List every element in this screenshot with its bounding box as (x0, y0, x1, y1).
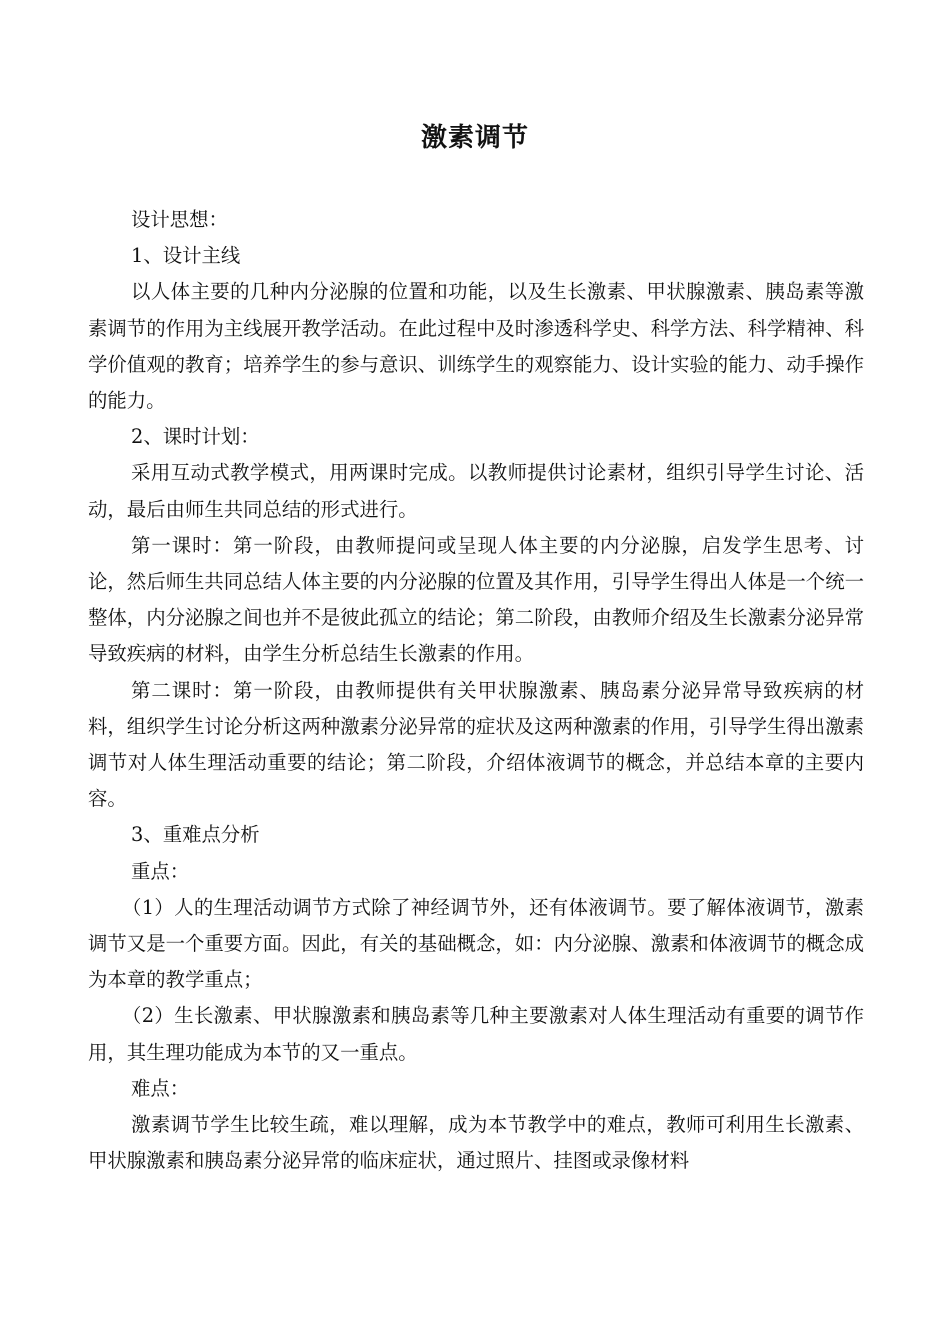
paragraph-mainline: 以人体主要的几种内分泌腺的位置和功能，以及生长激素、甲状腺激素、胰岛素等激素调节的作用为主线展开教学活动。在此过程中及时渗透科学史、科学方法、科学精神、科学价值观的教育；培养学生的参与意识、训练学生的观察能力、设计实验的能力、动手操作的能力。 (88, 280, 864, 413)
paragraph-lesson-plan: 采用互动式教学模式，用两课时完成。以教师提供讨论素材，组织引导学生讨论、活动，最后由师生共同总结的形式进行。 (88, 461, 864, 521)
key-point-2: （2）生长激素、甲状腺激素和胰岛素等几种主要激素对人体生理活动有重要的调节作用，其生理功能成为本节的又一重点。 (88, 1004, 864, 1064)
label-difficult-points: 难点： (131, 1076, 190, 1100)
subheading-key-difficult-points: 3、重难点分析 (131, 823, 260, 847)
document-body (88, 202, 864, 1179)
paragraph-first-lesson: 第一课时：第一阶段，由教师提问或呈现人体主要的内分泌腺，启发学生思考、讨论，然后师生共同总结人体主要的内分泌腺的位置及其作用，引导学生得出人体是一个统一整体，内分泌腺之间也并不是彼此孤立的结论；第二阶段，由教师介绍及生长激素分泌异常导致疾病的材料，由学生分析总结生长激素的作用。 (88, 533, 864, 666)
key-point-1: （1）人的生理活动调节方式除了神经调节外，还有体液调节。要了解体液调节，激素调节又是一个重要方面。因此，有关的基础概念，如：内分泌腺、激素和体液调节的概念成为本章的教学重点； (88, 895, 864, 992)
section-heading-design-ideas: 设计思想： (131, 208, 228, 231)
subheading-lesson-plan: 2、课时计划： (131, 425, 260, 449)
paragraph-second-lesson: 第二课时：第一阶段，由教师提供有关甲状腺激素、胰岛素分泌异常导致疾病的材料，组织学生讨论分析这两种激素分泌异常的症状及这两种激素的作用，引导学生得出激素调节对人体生理活动重要的结论；第二阶段，介绍体液调节的概念，并总结本章的主要内容。 (88, 678, 864, 811)
paragraph-difficult-points: 激素调节学生比较生疏，难以理解，成为本节教学中的难点，教师可利用生长激素、甲状腺激素和胰岛素分泌异常的临床症状，通过照片、挂图或录像材料 (88, 1113, 864, 1173)
subheading-design-mainline: 1、设计主线 (131, 244, 241, 268)
document-title: 激素调节 (420, 123, 529, 153)
label-key-points: 重点： (131, 859, 190, 883)
